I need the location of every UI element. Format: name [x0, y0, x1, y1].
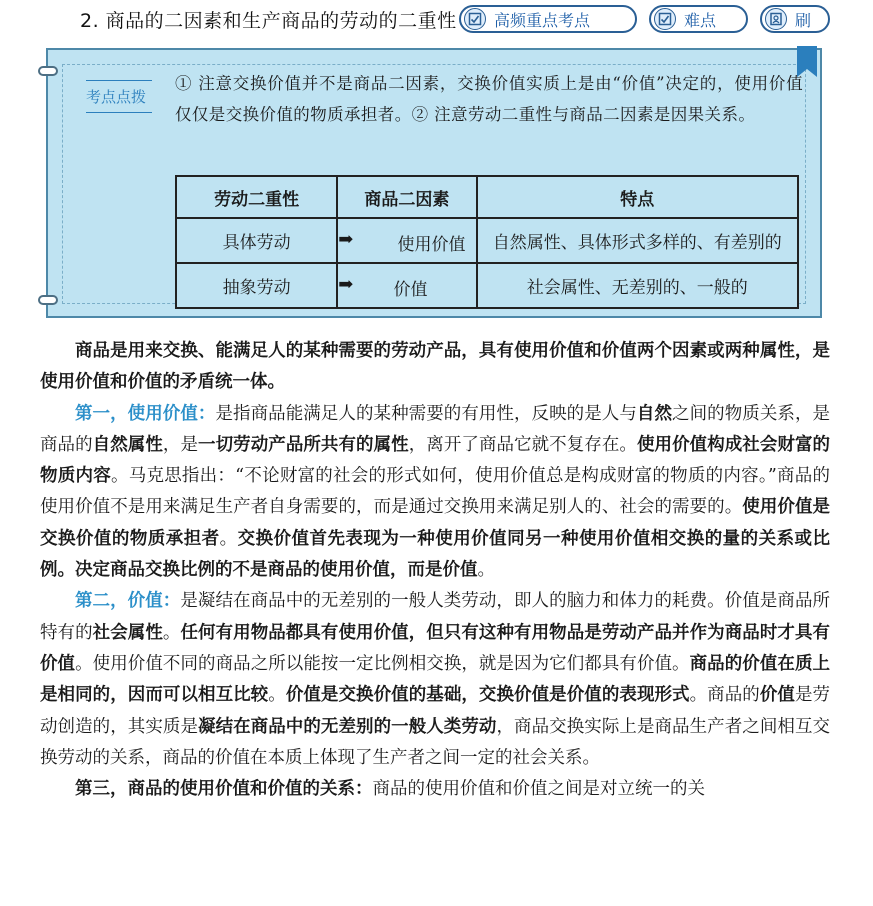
- table-cell-feature: 社会属性、无差别的、一般的: [477, 263, 798, 308]
- text: ，离开了商品它就不复存在。: [408, 434, 637, 455]
- table-cell-labor: 抽象劳动: [176, 263, 337, 308]
- text: 。商品的: [689, 685, 760, 706]
- text: 是劳动创造的，其实质是: [40, 685, 831, 737]
- text: 。: [477, 560, 495, 581]
- table-header: 特点: [477, 176, 798, 218]
- badge-label: 高频重点考点: [494, 10, 591, 30]
- tip-text: ① 注意交换价值并不是商品二因素，交换价值实质上是由“价值”决定的，使用价值仅仅是交换价值的物质承担者。② 注意劳动二重性与商品二因素是因果关系。: [175, 74, 803, 124]
- bold-text: 价值: [759, 685, 795, 706]
- badge-practice[interactable]: [760, 5, 830, 33]
- table-row: [176, 218, 798, 263]
- text: ，是: [162, 434, 199, 455]
- paragraph-value: [40, 586, 830, 774]
- comparison-table: [175, 175, 799, 309]
- bold-text: 社会属性: [92, 622, 163, 643]
- table-cell-factor-value: 价值: [393, 280, 428, 300]
- text: 是指商品能满足人的某种需要的有用性，反映的是人与: [215, 403, 637, 424]
- table-cell-feature: 自然属性、具体形式多样的、有差别的: [477, 218, 798, 263]
- text: 。: [219, 528, 238, 549]
- body-text: [40, 336, 830, 805]
- table-cell-factor-value: 使用价值: [397, 235, 466, 255]
- bold-text: 价值是交换价值的基础，交换价值是价值的表现形式: [285, 685, 690, 706]
- bold-text: 使用价值是交换价值的物质承担者: [40, 497, 831, 549]
- bold-text: 使用价值构成社会财富的物质内容: [40, 434, 831, 487]
- bold-text: 商品是用来交换、能满足人的某种需要的劳动产品，具有使用价值和价值两个因素或两种属性，是使用价值和价值的矛盾统一体。: [40, 341, 830, 393]
- table-cell-labor: 具体劳动: [176, 218, 337, 263]
- table-header: 劳动二重性: [176, 176, 337, 218]
- text: 。: [268, 685, 286, 706]
- arrow-right-icon: ➡: [338, 229, 354, 250]
- tip-label-rule: [86, 112, 152, 113]
- bold-text: 交换价值首先表现为一种使用价值同另一种使用价值相交换的量的关系或比例。决定商品交换比例的不是商品的使用价值，而是价值: [40, 528, 831, 581]
- bold-text: 一切劳动产品所共有的属性: [198, 434, 409, 455]
- arrow-right-icon: ➡: [338, 274, 354, 295]
- tip-label-rule: [86, 80, 152, 81]
- checklist-icon: [654, 8, 676, 30]
- text: 之间的物质关系，是商品的: [40, 403, 831, 455]
- text: 是凝结在商品中的无差别的一般人类劳动，即人的脑力和体力的耗费。价值是商品所特有的: [40, 591, 830, 643]
- table-cell-factor: [337, 218, 476, 263]
- paragraph-use-value: [40, 399, 830, 587]
- bold-text: 自然属性: [92, 434, 163, 455]
- section-title: 2. 商品的二因素和生产商品的劳动的二重性: [80, 10, 457, 32]
- bold-text: 第三，商品的使用价值和价值的关系：: [75, 779, 373, 800]
- badge-label: 难点: [684, 10, 717, 30]
- tip-label: 考点点拨: [86, 88, 147, 106]
- table-header-row: [176, 176, 798, 218]
- table-cell-factor: [337, 263, 476, 308]
- heading-use-value: 第一，使用价值：: [75, 403, 216, 424]
- bold-text: 凝结在商品中的无差别的一般人类劳动: [198, 716, 497, 737]
- badge-difficult[interactable]: [649, 5, 748, 33]
- binder-ring: [38, 66, 58, 76]
- paragraph-commodity: [40, 336, 830, 399]
- book-icon: [765, 8, 787, 30]
- text: 。: [162, 622, 181, 643]
- binder-ring: [38, 295, 58, 305]
- bold-text: 自然: [636, 403, 673, 424]
- section-header: [0, 0, 873, 40]
- text: 。使用价值不同的商品之所以能按一定比例相交换，就是因为它们都具有价值。: [75, 653, 690, 674]
- badge-label: 刷: [795, 10, 812, 30]
- text: ，商品交换实际上是商品生产者之间相互交换劳动的关系，商品的价值在本质上体现了生产者之间一定的社会关系。: [40, 716, 831, 768]
- paragraph-relation: [40, 774, 830, 805]
- bold-text: 商品的价值在质上是相同的，因而可以相互比较: [40, 653, 831, 706]
- badge-high-frequency[interactable]: [459, 5, 637, 33]
- table-row: [176, 263, 798, 308]
- table-header: 商品二因素: [337, 176, 476, 218]
- bold-text: 任何有用物品都具有使用价值，但只有这种有用物品是劳动产品并作为商品时才具有价值: [40, 622, 831, 674]
- text: 。马克思指出：“不论财富的社会的形式如何，使用价值总是构成财富的物质的内容。”商品的使用价值不是用来满足生产者自身需要的，而是通过交换用来满足别人的、社会的需要的。: [40, 466, 831, 518]
- heading-value: 第二，价值：: [75, 591, 181, 612]
- checklist-icon: [464, 8, 486, 30]
- text: 商品的使用价值和价值之间是对立统一的关: [372, 779, 705, 800]
